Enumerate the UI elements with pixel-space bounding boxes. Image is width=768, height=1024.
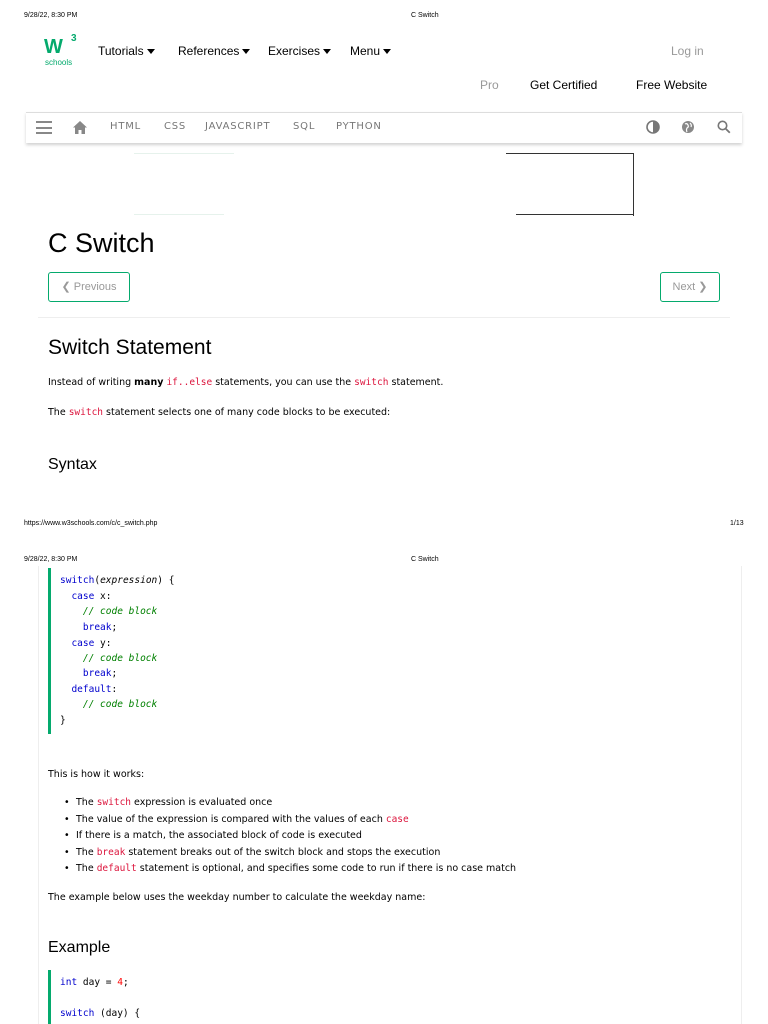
exercises-menu[interactable] (268, 44, 331, 58)
login-link[interactable]: Log in (671, 44, 704, 58)
hamburger-icon[interactable] (36, 121, 52, 134)
caret-down-icon (147, 49, 155, 54)
caret-down-icon (383, 49, 391, 54)
list-item: • The switch expression is evaluated once (48, 797, 516, 814)
subnav-css[interactable]: CSS (164, 121, 187, 132)
switch-description: The switch statement selects one of many code blocks to be executed: (48, 407, 391, 418)
code-line: default: (60, 684, 118, 695)
subnav-bar (26, 112, 742, 143)
logo-superscript: 3 (71, 33, 77, 44)
ad-placeholder-line (516, 214, 633, 215)
print-datetime: 9/28/22, 8:30 PM (24, 12, 78, 19)
syntax-heading: Syntax (48, 456, 97, 473)
divider (38, 317, 730, 318)
code-line: int day = 4; (60, 977, 129, 988)
w3schools-logo[interactable] (44, 34, 80, 68)
example-heading: Example (48, 939, 111, 956)
page-title: C Switch (48, 228, 155, 258)
print-title: C Switch (411, 12, 439, 19)
code-line: break; (60, 622, 118, 633)
list-item: • The value of the expression is compared with the values of each case (48, 814, 516, 831)
logo-w: W (44, 36, 62, 58)
contrast-icon[interactable] (646, 120, 660, 134)
code-line: case x: (60, 591, 112, 602)
search-icon[interactable] (717, 120, 731, 134)
free-website-link[interactable]: Free Website (636, 78, 708, 92)
code-line: case y: (60, 638, 112, 649)
code-line: // code block (60, 653, 158, 664)
list-item: • The break statement breaks out of the switch block and stops the execution (48, 847, 516, 864)
subnav-javascript[interactable]: JAVASCRIPT (205, 121, 271, 132)
ad-placeholder-line (134, 214, 224, 215)
globe-icon[interactable] (681, 120, 695, 134)
previous-button[interactable]: ❮ Previous (48, 272, 130, 302)
list-item: • If there is a match, the associated block of code is executed (48, 830, 516, 847)
caret-down-icon (323, 49, 331, 54)
how-it-works-intro: This is how it works: (48, 769, 145, 780)
menu-menu[interactable] (350, 44, 391, 58)
page-edge (741, 566, 742, 1024)
example-intro: The example below uses the weekday number to calculate the weekday name: (48, 892, 426, 903)
list-item: • The default statement is optional, and specifies some code to run if there is no case match (48, 863, 516, 880)
subnav-sql[interactable]: SQL (293, 121, 316, 132)
code-line: // code block (60, 699, 158, 710)
how-it-works-list (48, 797, 516, 880)
tutorials-menu[interactable] (98, 44, 155, 58)
code-line: break; (60, 668, 118, 679)
section-heading: Switch Statement (48, 336, 212, 359)
pro-link[interactable]: Pro (480, 78, 499, 92)
logo-subtext: schools (45, 58, 73, 67)
print-page-number: 1/13 (730, 520, 744, 527)
ad-placeholder-line (134, 153, 234, 154)
caret-down-icon (242, 49, 250, 54)
print-datetime: 9/28/22, 8:30 PM (24, 556, 78, 563)
page-edge (38, 566, 39, 1024)
subnav-python[interactable]: PYTHON (336, 121, 382, 132)
tutorials-label: Tutorials (98, 44, 144, 58)
references-label: References (178, 44, 240, 58)
code-line: switch (day) { (60, 1008, 141, 1019)
references-menu[interactable] (178, 44, 250, 58)
intro-paragraph: Instead of writing many if..else statements, you can use the switch statement. (48, 377, 444, 388)
exercises-label: Exercises (268, 44, 321, 58)
menu-label: Menu (350, 44, 381, 58)
code-line: switch(expression) { (60, 575, 175, 586)
print-title: C Switch (411, 556, 439, 563)
syntax-code-block (48, 568, 731, 734)
get-certified-link[interactable]: Get Certified (530, 78, 598, 92)
home-icon[interactable] (72, 120, 88, 135)
code-line: } (60, 715, 66, 726)
subnav-html[interactable]: HTML (110, 121, 142, 132)
code-line: // code block (60, 606, 158, 617)
print-url: https://www.w3schools.com/c/c_switch.php (24, 520, 158, 527)
ad-placeholder-box (506, 153, 634, 216)
next-button[interactable]: Next ❯ (660, 272, 720, 302)
example-code-block (48, 970, 731, 1024)
